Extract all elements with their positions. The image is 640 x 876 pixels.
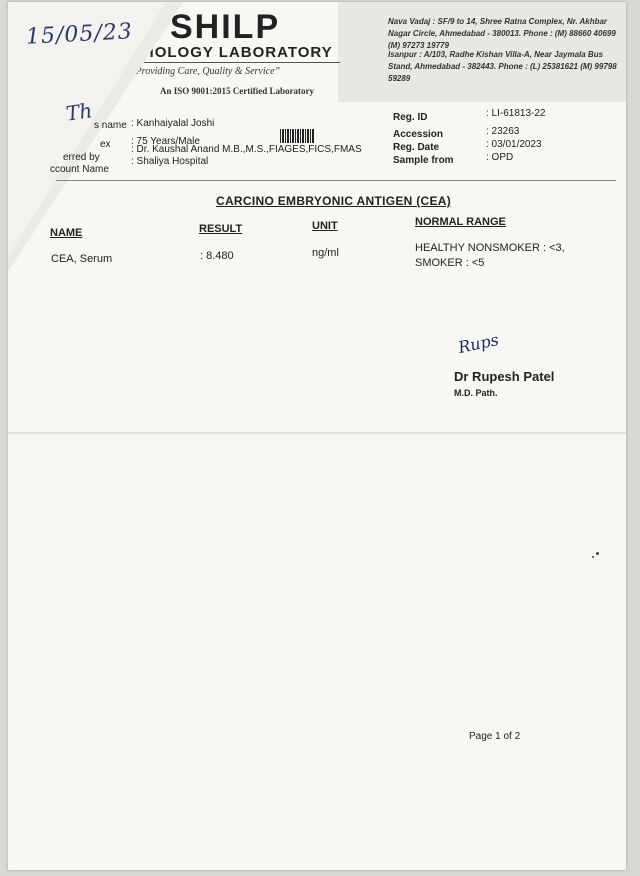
patient-age-sex: : 75 Years/Male: [131, 136, 200, 147]
lab-tagline: “Providing Care, Quality & Service”: [130, 66, 281, 77]
test-unit: ng/ml: [312, 247, 339, 259]
patient-name-label: s name: [94, 120, 127, 131]
col-name-header: NAME: [50, 227, 83, 239]
doctor-signature: Rups: [456, 329, 501, 358]
header-divider: [56, 180, 616, 181]
page-number: Page 1 of 2: [469, 731, 521, 742]
reg-id: : LI-61813-22: [486, 108, 546, 119]
accession-number: : 23263: [486, 126, 520, 137]
account-name-label: ccount Name: [50, 164, 109, 175]
iso-certification: An ISO 9001:2015 Certified Laboratory: [160, 86, 314, 96]
normal-range-line2: SMOKER : <5: [415, 257, 485, 269]
handwritten-date: 15/05/23: [25, 19, 134, 50]
col-unit-header: UNIT: [312, 220, 338, 232]
account-name: : Shaliya Hospital: [131, 156, 209, 167]
reg-date-label: Reg. Date: [393, 142, 440, 153]
reg-id-label: Reg. ID: [393, 112, 428, 123]
sample-from-label: Sample from: [393, 155, 454, 166]
age-sex-label: ex: [100, 139, 111, 150]
doctor-degree: M.D. Path.: [454, 388, 498, 398]
accession-label: Accession: [393, 129, 444, 140]
patient-name: : Kanhaiyalal Joshi: [131, 118, 215, 129]
address-nava-vadaj: Nava Vadaj : SF/9 to 14, Shree Ratna Complex, Nr. Akhbar Nagar Circle, Ahmedabad - 380013. Phone : (M) 88660 40699 (M) 97273 19779: [388, 17, 616, 50]
col-result-header: RESULT: [199, 223, 243, 235]
barcode: [280, 129, 314, 143]
doctor-name: Dr Rupesh Patel: [454, 369, 555, 384]
report-page: [8, 2, 626, 870]
lab-subtitle: ATHOLOGY LABORATORY: [122, 44, 333, 61]
reg-date: : 03/01/2023: [486, 139, 542, 150]
referred-by-label: erred by: [63, 152, 100, 163]
sample-from: : OPD: [486, 152, 514, 163]
handwritten-note: Th: [64, 98, 94, 126]
test-name: CEA, Serum: [51, 253, 113, 265]
speck: [592, 556, 594, 558]
speck: [596, 552, 599, 555]
test-title: CARCINO EMBRYONIC ANTIGEN (CEA): [216, 194, 452, 208]
normal-range-line1: HEALTHY NONSMOKER : <3,: [415, 242, 565, 254]
address-isanpur: Isanpur : A/103, Radhe Kishan Villa-A, Near Jaymala Bus Stand, Ahmedabad - 382443. Phone : (L) 25381621 (M) 99798 59289: [388, 50, 617, 83]
lab-name: SHILP: [170, 8, 281, 46]
referring-doctor: : Dr. Kaushal Anand M.B.,M.S.,FIAGES,FICS,FMAS: [131, 144, 362, 155]
test-result: : 8.480: [200, 250, 234, 262]
fold-line: [8, 432, 626, 434]
col-range-header: NORMAL RANGE: [415, 216, 506, 228]
